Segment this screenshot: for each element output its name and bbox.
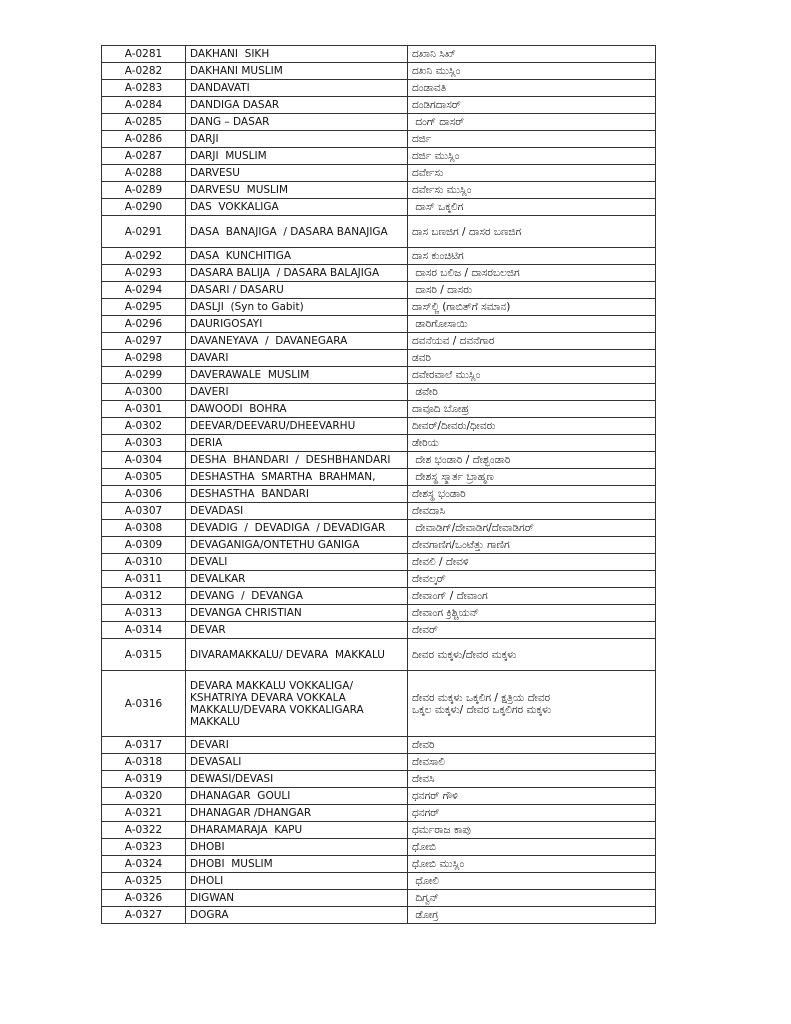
code-cell: A-0286 (102, 131, 186, 148)
name-cell: DEVADASI (186, 503, 408, 520)
kannada-cell: ದರ್ಜಿ (408, 131, 656, 148)
name-cell: DEVANG / DEVANGA (186, 588, 408, 605)
name-cell: DASA KUNCHITIGA (186, 248, 408, 265)
name-cell: DEVASALI (186, 754, 408, 771)
kannada-cell: ದೇಶಸ್ಥ ಸ್ಮಾರ್ತ ಬ್ರಾಹ್ಮಣ (408, 469, 656, 486)
table-row (102, 265, 656, 282)
code-cell: A-0299 (102, 367, 186, 384)
kannada-cell: ದೇವಲಿ / ದೇವಳಿ (408, 554, 656, 571)
kannada-cell: ದಾವೂದಿ ಬೋಹ್ರ (408, 401, 656, 418)
table-row (102, 199, 656, 216)
kannada-cell: ಧೋಬಿ ಮುಸ್ಲಿಂ (408, 856, 656, 873)
code-cell: A-0302 (102, 418, 186, 435)
name-cell: DAKHANI SIKH (186, 46, 408, 63)
kannada-cell: ದೇವದಾಸಿ (408, 503, 656, 520)
table-row (102, 248, 656, 265)
name-cell: DASLJI (Syn to Gabit) (186, 299, 408, 316)
kannada-cell: ದಾಸ ಕುಂಚಿಟಿಗ (408, 248, 656, 265)
code-cell: A-0320 (102, 788, 186, 805)
name-cell: DHARAMARAJA KAPU (186, 822, 408, 839)
table-row (102, 282, 656, 299)
code-cell: A-0322 (102, 822, 186, 839)
kannada-cell: ದೇವಸಿ (408, 771, 656, 788)
kannada-cell: ದೇವಗಾಣಿಗ/ಒಂಟೆತ್ತು ಗಾಣಿಗ (408, 537, 656, 554)
kannada-cell: ದೇವಾಂಗ ಕ್ರಿಶ್ಚಿಯನ್ (408, 605, 656, 622)
name-cell: DEWASI/DEVASI (186, 771, 408, 788)
name-cell: DANDIGA DASAR (186, 97, 408, 114)
kannada-cell: ಡವರಿ (408, 350, 656, 367)
code-cell: A-0305 (102, 469, 186, 486)
table-row (102, 822, 656, 839)
name-cell: DASARA BALIJA / DASARA BALAJIGA (186, 265, 408, 282)
kannada-cell: ದವೇರವಾಲೆ ಮುಸ್ಲಿಂ (408, 367, 656, 384)
table-row (102, 737, 656, 754)
name-cell: DANG – DASAR (186, 114, 408, 131)
table-row (102, 299, 656, 316)
code-cell: A-0312 (102, 588, 186, 605)
table-row (102, 148, 656, 165)
table-row (102, 754, 656, 771)
kannada-cell: ದರ್ಜಿ ಮುಸ್ಲಿಂ (408, 148, 656, 165)
kannada-cell: ಡವೇರಿ (408, 384, 656, 401)
table-row (102, 788, 656, 805)
code-cell: A-0307 (102, 503, 186, 520)
code-cell: A-0321 (102, 805, 186, 822)
name-cell: DAWOODI BOHRA (186, 401, 408, 418)
table-row (102, 131, 656, 148)
code-cell: A-0292 (102, 248, 186, 265)
table-row (102, 890, 656, 907)
name-cell: DAVANEYAVA / DAVANEGARA (186, 333, 408, 350)
table-row (102, 46, 656, 63)
table-row (102, 435, 656, 452)
table-row (102, 384, 656, 401)
name-cell: DARVESU (186, 165, 408, 182)
table-row (102, 97, 656, 114)
table-row (102, 554, 656, 571)
kannada-cell: ದಿಗ್ವನ್ (408, 890, 656, 907)
code-cell: A-0327 (102, 907, 186, 924)
table-row (102, 605, 656, 622)
code-cell: A-0325 (102, 873, 186, 890)
kannada-cell: ದೇಶಸ್ಥ ಭಂಡಾರಿ (408, 486, 656, 503)
table-row (102, 571, 656, 588)
code-cell: A-0287 (102, 148, 186, 165)
code-cell: A-0304 (102, 452, 186, 469)
name-cell: DARJI MUSLIM (186, 148, 408, 165)
name-cell: DESHASTHA BANDARI (186, 486, 408, 503)
table-row (102, 486, 656, 503)
name-cell: DEVAR (186, 622, 408, 639)
code-cell: A-0293 (102, 265, 186, 282)
table-row (102, 520, 656, 537)
code-cell: A-0311 (102, 571, 186, 588)
name-cell: DESHASTHA SMARTHA BRAHMAN, (186, 469, 408, 486)
table-row (102, 114, 656, 131)
name-cell: DEVAGANIGA/ONTETHU GANIGA (186, 537, 408, 554)
name-cell: DEVARA MAKKALU VOKKALIGA/ KSHATRIYA DEVARA VOKKALA MAKKALU/DEVARA VOKKALIGARA MAKKALU (186, 671, 408, 737)
name-cell: DOGRA (186, 907, 408, 924)
code-cell: A-0309 (102, 537, 186, 554)
kannada-cell: ದಂಗ್ ದಾಸರ್ (408, 114, 656, 131)
kannada-cell: ದೇವರ ಮಕ್ಕಳು ಒಕ್ಕಲಿಗ / ಕ್ಷತ್ರಿಯ ದೇವರ ಒಕ್ಕಲ ಮಕ್ಕಳು/ ದೇವರ ಒಕ್ಕಲಿಗರ ಮಕ್ಕಳು (408, 671, 656, 737)
kannada-cell: ಧನಗರ್ ಗೌಳಿ (408, 788, 656, 805)
name-cell: DASARI / DASARU (186, 282, 408, 299)
kannada-cell: ಡಾರಿಗೋಸಾಯಿ (408, 316, 656, 333)
code-cell: A-0295 (102, 299, 186, 316)
table-row (102, 469, 656, 486)
name-cell: DHOBI (186, 839, 408, 856)
code-cell: A-0301 (102, 401, 186, 418)
table-row (102, 182, 656, 199)
table-row (102, 805, 656, 822)
kannada-cell: ದರ್ವೇಸು ಮುಸ್ಲಿಂ (408, 182, 656, 199)
kannada-cell: ದೇವಸಾಲಿ (408, 754, 656, 771)
code-cell: A-0289 (102, 182, 186, 199)
kannada-cell: ಧರ್ಮರಾಜ ಕಾಪು (408, 822, 656, 839)
kannada-cell: ಧೋಬಿ (408, 839, 656, 856)
kannada-cell: ದೇವರಿ (408, 737, 656, 754)
code-cell: A-0306 (102, 486, 186, 503)
code-cell: A-0310 (102, 554, 186, 571)
table-row (102, 80, 656, 97)
kannada-cell: ದಾಸರಿ / ದಾಸರು (408, 282, 656, 299)
name-cell: DARJI (186, 131, 408, 148)
code-cell: A-0284 (102, 97, 186, 114)
code-cell: A-0323 (102, 839, 186, 856)
code-cell: A-0318 (102, 754, 186, 771)
code-cell: A-0317 (102, 737, 186, 754)
kannada-cell: ದಂಡಾವತಿ (408, 80, 656, 97)
name-cell: DARVESU MUSLIM (186, 182, 408, 199)
code-cell: A-0291 (102, 216, 186, 248)
name-cell: DHOBI MUSLIM (186, 856, 408, 873)
table-row (102, 165, 656, 182)
code-cell: A-0290 (102, 199, 186, 216)
kannada-cell: ದಾಸರ ಬಲಿಜ / ದಾಸರಬಲಜಿಗ (408, 265, 656, 282)
kannada-cell: ದಖನಿ ಮುಸ್ಲಿಂ (408, 63, 656, 80)
kannada-cell: ದೇವಲ್ಕರ್ (408, 571, 656, 588)
code-cell: A-0282 (102, 63, 186, 80)
name-cell: DEVADIG / DEVADIGA / DEVADIGAR (186, 520, 408, 537)
name-cell: DHANAGAR GOULI (186, 788, 408, 805)
table-row (102, 350, 656, 367)
table-row (102, 367, 656, 384)
table-row (102, 333, 656, 350)
code-cell: A-0285 (102, 114, 186, 131)
code-cell: A-0308 (102, 520, 186, 537)
table-row (102, 316, 656, 333)
table-row (102, 839, 656, 856)
table-row (102, 537, 656, 554)
code-cell: A-0298 (102, 350, 186, 367)
code-cell: A-0294 (102, 282, 186, 299)
kannada-cell: ಧನಗರ್ (408, 805, 656, 822)
kannada-cell: ಡೋಗ್ರ (408, 907, 656, 924)
name-cell: DAKHANI MUSLIM (186, 63, 408, 80)
name-cell: DHOLI (186, 873, 408, 890)
table-body (102, 46, 656, 924)
kannada-cell: ದೀವರ ಮಕ್ಕಳು/ದೇವರ ಮಕ್ಕಳು (408, 639, 656, 671)
code-cell: A-0314 (102, 622, 186, 639)
kannada-cell: ದೇವಾಂಗ್ / ದೇವಾಂಗ (408, 588, 656, 605)
kannada-cell: ದಖಾನಿ ಸಿಖ್ (408, 46, 656, 63)
table-row (102, 771, 656, 788)
table-row (102, 452, 656, 469)
table-row (102, 503, 656, 520)
code-cell: A-0316 (102, 671, 186, 737)
kannada-cell: ದವನೆಯವ / ದವನೆಗಾರ (408, 333, 656, 350)
table-row (102, 401, 656, 418)
name-cell: DEVANGA CHRISTIAN (186, 605, 408, 622)
name-cell: DIGWAN (186, 890, 408, 907)
kannada-cell: ದಾಸ್‌ಲ್ಜಿ (ಗಾಬಿತ್‌ಗೆ ಸಮಾನ) (408, 299, 656, 316)
kannada-cell: ದೇವರ್ (408, 622, 656, 639)
name-cell: DASA BANAJIGA / DASARA BANAJIGA (186, 216, 408, 248)
code-cell: A-0288 (102, 165, 186, 182)
kannada-cell: ದೀವರ್/ದೀವರು/ಧೀವರು (408, 418, 656, 435)
code-cell: A-0326 (102, 890, 186, 907)
code-cell: A-0281 (102, 46, 186, 63)
kannada-cell: ದೇವಾಡಿಗ್/ದೇವಾಡಿಗ/ದೇವಾಡಿಗರ್ (408, 520, 656, 537)
kannada-cell: ದಾಸ್ ಒಕ್ಕಲಿಗ (408, 199, 656, 216)
kannada-cell: ದರ್ವೇಸು (408, 165, 656, 182)
kannada-cell: ಧೋಲಿ (408, 873, 656, 890)
name-cell: DANDAVATI (186, 80, 408, 97)
table-row (102, 639, 656, 671)
name-cell: DAVERI (186, 384, 408, 401)
name-cell: DEEVAR/DEEVARU/DHEEVARHU (186, 418, 408, 435)
name-cell: DEVALI (186, 554, 408, 571)
name-cell: DAS VOKKALIGA (186, 199, 408, 216)
table-row (102, 907, 656, 924)
code-cell: A-0319 (102, 771, 186, 788)
table-row (102, 588, 656, 605)
name-cell: DHANAGAR /DHANGAR (186, 805, 408, 822)
caste-list-table (101, 45, 656, 924)
table-row (102, 418, 656, 435)
name-cell: DAVARI (186, 350, 408, 367)
name-cell: DEVARI (186, 737, 408, 754)
table-row (102, 873, 656, 890)
table-row (102, 856, 656, 873)
code-cell: A-0283 (102, 80, 186, 97)
table-row (102, 63, 656, 80)
code-cell: A-0300 (102, 384, 186, 401)
table-row (102, 216, 656, 248)
name-cell: DIVARAMAKKALU/ DEVARA MAKKALU (186, 639, 408, 671)
kannada-cell: ದಾಸ ಬಣಜಿಗ / ದಾಸರ ಬಣಜಿಗ (408, 216, 656, 248)
code-cell: A-0324 (102, 856, 186, 873)
code-cell: A-0315 (102, 639, 186, 671)
kannada-cell: ಡೇರಿಯ (408, 435, 656, 452)
code-cell: A-0297 (102, 333, 186, 350)
code-cell: A-0313 (102, 605, 186, 622)
name-cell: DERIA (186, 435, 408, 452)
table-row (102, 671, 656, 737)
table-row (102, 622, 656, 639)
code-cell: A-0303 (102, 435, 186, 452)
kannada-cell: ದೇಶ ಭಂಡಾರಿ / ದೇಶ್ಭಂಡಾರಿ (408, 452, 656, 469)
code-cell: A-0296 (102, 316, 186, 333)
name-cell: DAURIGOSAYI (186, 316, 408, 333)
kannada-cell: ದಂಡಿಗದಾಸರ್ (408, 97, 656, 114)
name-cell: DEVALKAR (186, 571, 408, 588)
name-cell: DAVERAWALE MUSLIM (186, 367, 408, 384)
name-cell: DESHA BHANDARI / DESHBHANDARI (186, 452, 408, 469)
